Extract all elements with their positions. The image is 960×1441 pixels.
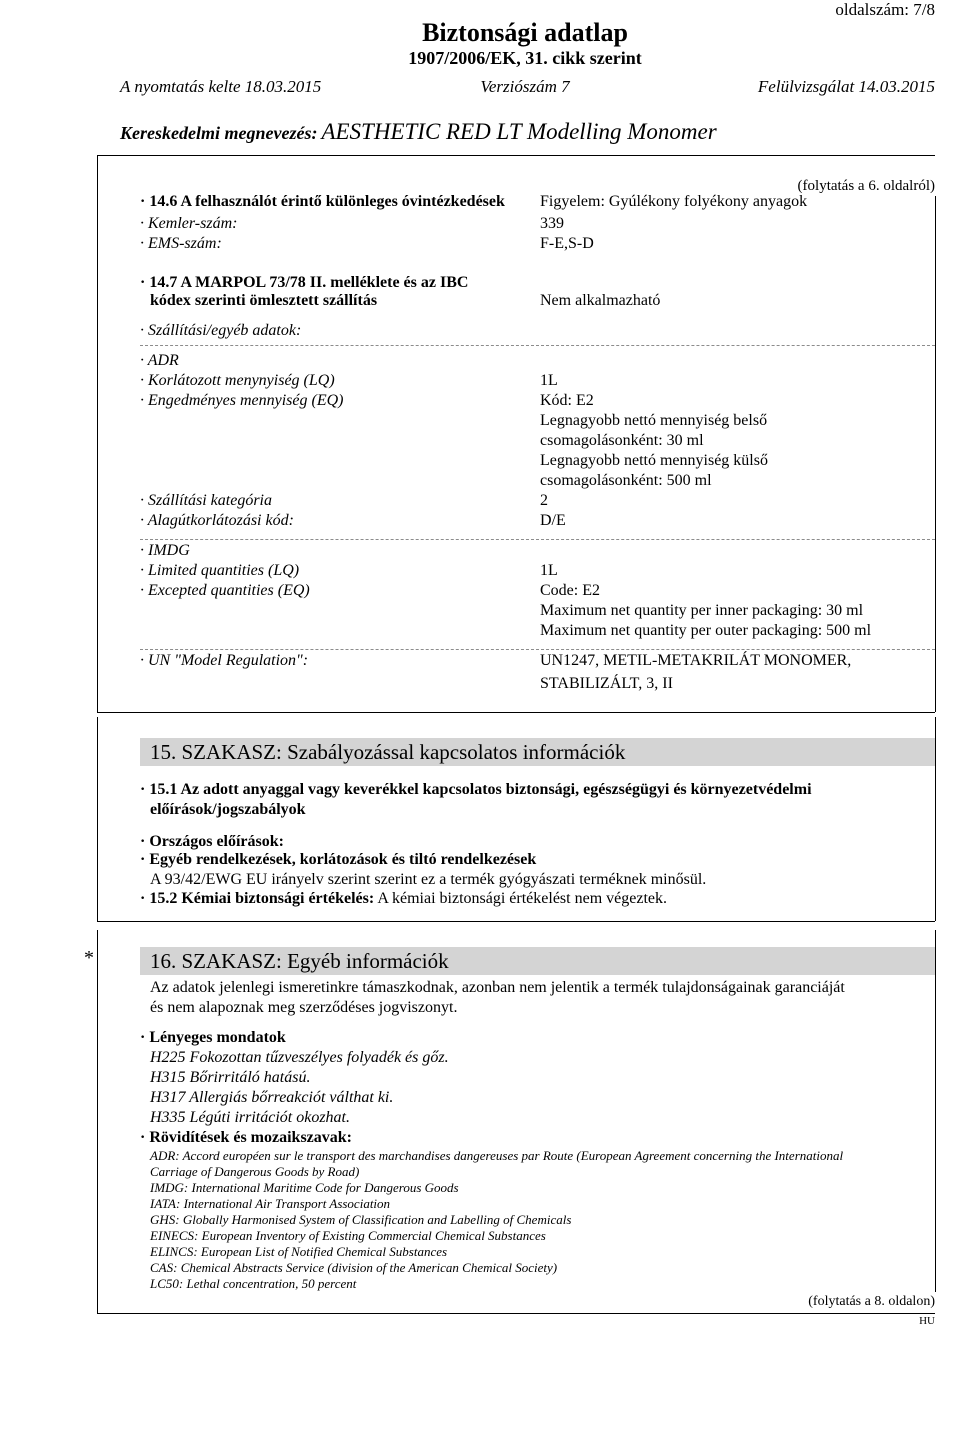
abbreviation-line: IMDG: International Maritime Code for Dangerous Goods: [150, 1180, 459, 1195]
adr-title: · ADR: [140, 352, 179, 369]
section-16-left-border: [97, 930, 98, 1313]
trade-name: AESTHETIC RED LT Modelling Monomer: [321, 119, 717, 144]
revision-date: Felülvizsgálat 14.03.2015: [757, 77, 935, 96]
adr-category-value: 2: [540, 492, 548, 509]
adr-lq-label: · Korlátozott menynyiség (LQ): [140, 372, 335, 389]
section-15-heading: 15. SZAKASZ: Szabályozással kapcsolatos információk: [140, 738, 935, 766]
marpol-label-line2: kódex szerinti ömlesztett szállítás: [150, 292, 378, 309]
relevant-phrases-label: · Lényeges mondatok: [140, 1029, 286, 1046]
marpol-value: Nem alkalmazható: [540, 292, 661, 309]
transport-other-label: · Szállítási/egyéb adatok:: [140, 322, 302, 339]
header-rule: [97, 155, 935, 156]
abbreviation-line: ELINCS: European List of Notified Chemical Substances: [150, 1244, 448, 1259]
imdg-eq-line: Maximum net quantity per outer packaging: 500 ml: [540, 622, 872, 639]
adr-eq-line: Legnagyobb nettó mennyiség belső: [540, 412, 768, 429]
abbreviation-line: LC50: Lethal concentration, 50 percent: [150, 1276, 357, 1291]
section-16-heading: 16. SZAKASZ: Egyéb információk: [140, 947, 935, 975]
un-model-line: UN1247, METIL-METAKRILÁT MONOMER,: [540, 652, 852, 669]
adr-eq-line: csomagolásonként: 30 ml: [540, 432, 704, 449]
trade-name-row: [120, 118, 717, 149]
imdg-lq-value: 1L: [540, 562, 558, 579]
section-15-right-border: [935, 717, 936, 921]
adr-eq-label: · Engedményes mennyiség (EQ): [140, 392, 344, 409]
divider-un-model: [140, 649, 935, 650]
section-15-2-text: A kémiai biztonsági értékelést nem végeztek.: [377, 890, 667, 907]
abbreviations-label: · Rövidítések és mozaikszavak:: [140, 1129, 352, 1146]
adr-tunnel-label: · Alagútkorlátozási kód:: [140, 512, 294, 529]
hazard-phrase: H335 Légúti irritációt okozhat.: [150, 1109, 350, 1126]
abbreviation-line: EINECS: European Inventory of Existing Commercial Chemical Substances: [150, 1228, 546, 1243]
divider-imdg: [140, 539, 935, 540]
ems-value: F-E,S-D: [540, 235, 594, 252]
imdg-title: · IMDG: [140, 542, 190, 559]
un-model-label: · UN "Model Regulation":: [140, 652, 309, 669]
imdg-eq-label: · Excepted quantities (EQ): [140, 582, 310, 599]
section-15-2-row: [140, 889, 667, 909]
section-16-intro-line: Az adatok jelenlegi ismeretinkre támaszkodnak, azonban nem jelentik a termék tulajdonságainak garanciáját: [150, 979, 845, 996]
adr-category-label: · Szállítási kategória: [140, 492, 272, 509]
page-number: oldalszám: 7/8: [835, 0, 935, 19]
section-15-2-label: · 15.2 Kémiai biztonsági értékelés:: [140, 890, 375, 907]
abbreviation-line: IATA: International Air Transport Association: [150, 1196, 391, 1211]
section-14-right-border: [935, 196, 936, 712]
section-15-left-border: [97, 717, 98, 921]
continued-to-note: (folytatás a 8. oldalon): [808, 1294, 935, 1309]
change-marker: *: [84, 947, 94, 969]
kemler-value: 339: [540, 215, 564, 232]
section-14-bottom-border: [97, 712, 935, 713]
abbreviation-line: GHS: Globally Harmonised System of Classification and Labelling of Chemicals: [150, 1212, 572, 1227]
adr-eq-line: Kód: E2: [540, 392, 594, 409]
footer-rule: [97, 1313, 935, 1314]
adr-tunnel-value: D/E: [540, 512, 566, 529]
section-15-1-line2: előírások/jogszabályok: [150, 801, 306, 818]
abbreviation-line: ADR: Accord européen sur le transport des marchandises dangereuses par Route (European Agreement concerning the International: [150, 1148, 844, 1163]
ems-label: · EMS-szám:: [140, 235, 222, 252]
hazard-phrase: H317 Allergiás bőrreakciót válthat ki.: [150, 1089, 394, 1106]
other-regulations-text: A 93/42/EWG EU irányelv szerint szerint ez a termék gyógyászati terméknek minősül.: [150, 871, 707, 888]
other-regulations-label: · Egyéb rendelkezések, korlátozások és tiltó rendelkezések: [140, 851, 537, 868]
special-precautions-value: Figyelem: Gyúlékony folyékony anyagok: [540, 193, 808, 210]
hazard-phrase: H225 Fokozottan tűzveszélyes folyadék és gőz.: [150, 1049, 449, 1066]
abbreviation-line: CAS: Chemical Abstracts Service (division of the American Chemical Society): [150, 1260, 558, 1275]
regulation-reference: 1907/2006/EK, 31. cikk szerint: [408, 48, 642, 68]
section-16-intro-line: és nem alapoznak meg szerződéses jogviszonyt.: [150, 999, 458, 1016]
section-16-right-border: [935, 930, 936, 1292]
continued-from-note: (folytatás a 6. oldalról): [797, 178, 935, 194]
national-regulations-label: · Országos előírások:: [140, 833, 284, 850]
imdg-eq-line: Maximum net quantity per inner packaging: 30 ml: [540, 602, 864, 619]
section-14-left-border: [97, 155, 98, 712]
section-15-bottom-border: [97, 921, 935, 922]
divider-adr: [140, 345, 935, 346]
adr-eq-line: csomagolásonként: 500 ml: [540, 472, 712, 489]
adr-eq-line: Legnagyobb nettó mennyiség külső: [540, 452, 768, 469]
print-date: A nyomtatás kelte 18.03.2015: [120, 77, 322, 96]
marpol-label-line1: · 14.7 A MARPOL 73/78 II. melléklete és az IBC: [140, 274, 469, 291]
adr-lq-value: 1L: [540, 372, 558, 389]
abbreviation-line: Carriage of Dangerous Goods by Road): [150, 1164, 360, 1179]
imdg-lq-label: · Limited quantities (LQ): [140, 562, 300, 579]
language-code: HU: [919, 1315, 935, 1327]
kemler-label: · Kemler-szám:: [140, 215, 238, 232]
document-title: Biztonsági adatlap: [422, 18, 628, 47]
hazard-phrase: H315 Bőrirritáló hatású.: [150, 1069, 311, 1086]
section-15-1-line1: · 15.1 Az adott anyaggal vagy keverékkel kapcsolatos biztonsági, egészségügyi és környezetvédelmi: [140, 781, 812, 798]
special-precautions-label: · 14.6 A felhasználót érintő különleges óvintézkedések: [140, 193, 505, 210]
trade-name-label: Kereskedelmi megnevezés:: [120, 123, 318, 143]
imdg-eq-line: Code: E2: [540, 582, 600, 599]
un-model-line: STABILIZÁLT, 3, II: [540, 675, 673, 692]
version-number: Verziószám 7: [480, 77, 570, 96]
